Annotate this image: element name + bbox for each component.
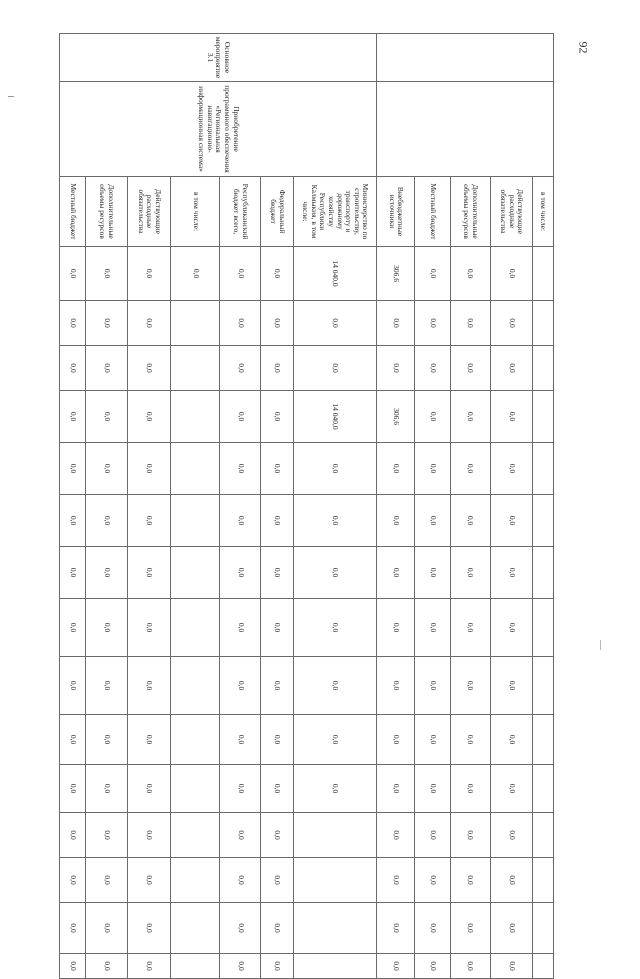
value-cell: 0,0 [261,547,293,599]
value-cell: 0,0 [127,765,170,813]
value-cell [171,903,220,954]
value-cell: 0,0 [85,657,127,715]
value-cell [532,547,553,599]
budget-table [59,33,554,979]
value-cell: 0,0 [85,954,127,979]
row-label: Действующие расходные обязательства [127,177,170,247]
value-cell: 0,0 [127,657,170,715]
row-label: Внебюджетные источники [377,177,415,247]
value-cell: 306,6 [377,247,415,301]
value-cell: 0,0 [220,599,261,657]
value-cell: 0,0 [85,443,127,495]
value-cell [171,954,220,979]
value-cell: 0,0 [377,954,415,979]
value-cell: 0,0 [60,443,86,495]
value-cell: 0,0 [490,715,532,765]
value-cell: 0,0 [127,903,170,954]
value-cell [532,495,553,547]
value-cell [532,858,553,903]
value-cell: 0,0 [414,813,450,858]
value-cell: 0,0 [293,765,376,813]
value-cell: 0,0 [377,547,415,599]
value-cell: 0,0 [127,954,170,979]
value-cell: 0,0 [220,495,261,547]
value-cell: 0,0 [490,247,532,301]
value-cell: 0,0 [85,715,127,765]
value-cell: 0,0 [127,391,170,443]
value-cell [171,346,220,391]
value-cell: 0,0 [377,599,415,657]
value-cell: 0,0 [414,599,450,657]
value-cell [171,391,220,443]
row-label: Федеральный бюджет [261,177,293,247]
value-cell: 0,0 [450,247,490,301]
value-cell: 14 040,0 [293,247,376,301]
value-cell [293,954,376,979]
program-cell [377,82,554,177]
value-cell: 0,0 [60,495,86,547]
value-cell: 0,0 [377,858,415,903]
row-label: Дополнительные объемы ресурсов [450,177,490,247]
value-cell: 0,0 [414,495,450,547]
value-cell [532,247,553,301]
value-cell [532,391,553,443]
value-cell: 0,0 [60,657,86,715]
value-cell: 0,0 [414,346,450,391]
value-cell: 0,0 [60,765,86,813]
rotated-table-container [59,33,554,971]
value-cell: 0,0 [85,858,127,903]
category-cell: Основное мероприятие 3.1 [60,34,377,82]
value-cell [532,715,553,765]
value-cell: 0,0 [293,657,376,715]
value-cell [532,301,553,346]
value-cell: 0,0 [293,443,376,495]
value-cell [171,599,220,657]
row-label: Министерство по строительству, транспорту и дорожному хозяйству Республики Калмыкия, в том числе: [293,177,376,247]
value-cell: 0,0 [293,715,376,765]
value-cell: 0,0 [450,903,490,954]
value-cell: 0,0 [490,495,532,547]
value-cell: 0,0 [60,547,86,599]
value-cell [532,346,553,391]
value-cell: 0,0 [261,346,293,391]
value-cell: 0,0 [490,903,532,954]
value-cell: 0,0 [261,813,293,858]
value-cell [171,547,220,599]
value-cell: 0,0 [414,954,450,979]
value-cell: 0,0 [261,954,293,979]
value-cell: 0,0 [171,247,220,301]
value-cell: 0,0 [414,765,450,813]
value-cell: 0,0 [490,954,532,979]
value-cell: 0,0 [220,301,261,346]
value-cell: 0,0 [127,247,170,301]
value-cell: 0,0 [85,547,127,599]
value-cell [171,495,220,547]
value-cell: 0,0 [127,715,170,765]
value-cell: 0,0 [60,599,86,657]
value-cell: 0,0 [450,657,490,715]
value-cell [293,903,376,954]
value-cell: 0,0 [450,765,490,813]
value-cell [171,715,220,765]
scan-mark [8,96,14,97]
value-cell: 0,0 [127,443,170,495]
value-cell: 0,0 [261,599,293,657]
value-cell: 0,0 [60,715,86,765]
value-cell: 0,0 [450,391,490,443]
value-cell: 14 040,0 [293,391,376,443]
value-cell [171,301,220,346]
value-cell: 0,0 [293,599,376,657]
row-label: в том числе: [171,177,220,247]
value-cell: 0,0 [60,391,86,443]
value-cell: 0,0 [60,247,86,301]
value-cell: 0,0 [85,813,127,858]
value-cell: 0,0 [377,443,415,495]
table-row [293,34,376,979]
value-cell: 0,0 [60,813,86,858]
value-cell: 0,0 [490,547,532,599]
value-cell [532,657,553,715]
value-cell: 0,0 [490,391,532,443]
value-cell: 0,0 [293,547,376,599]
value-cell: 0,0 [261,443,293,495]
value-cell: 0,0 [60,301,86,346]
value-cell: 0,0 [261,858,293,903]
value-cell: 0,0 [261,495,293,547]
value-cell: 0,0 [414,391,450,443]
value-cell: 0,0 [377,765,415,813]
row-label: в том числе: [532,177,553,247]
value-cell: 0,0 [261,765,293,813]
value-cell: 0,0 [450,599,490,657]
category-cell [377,34,554,82]
value-cell [532,954,553,979]
value-cell: 0,0 [85,301,127,346]
value-cell [532,903,553,954]
value-cell: 0,0 [220,247,261,301]
value-cell: 0,0 [490,599,532,657]
value-cell: 0,0 [261,301,293,346]
table-body [60,34,554,979]
value-cell: 0,0 [220,443,261,495]
row-label: Дополнительные объемы ресурсов [85,177,127,247]
value-cell: 0,0 [127,495,170,547]
value-cell: 0,0 [490,657,532,715]
value-cell: 0,0 [127,346,170,391]
value-cell: 0,0 [220,391,261,443]
value-cell: 0,0 [60,903,86,954]
value-cell: 306,6 [377,391,415,443]
row-label: Местный бюджет [414,177,450,247]
value-cell: 0,0 [293,495,376,547]
value-cell: 0,0 [220,715,261,765]
value-cell: 0,0 [414,301,450,346]
value-cell: 0,0 [377,346,415,391]
value-cell: 0,0 [220,657,261,715]
value-cell: 0,0 [220,813,261,858]
value-cell: 0,0 [377,657,415,715]
value-cell: 0,0 [490,443,532,495]
value-cell: 0,0 [377,495,415,547]
value-cell: 0,0 [85,247,127,301]
value-cell: 0,0 [220,954,261,979]
value-cell: 0,0 [414,247,450,301]
value-cell: 0,0 [377,813,415,858]
page-number: 92 [576,41,591,54]
value-cell: 0,0 [220,858,261,903]
value-cell: 0,0 [261,715,293,765]
value-cell: 0,0 [450,495,490,547]
value-cell [532,765,553,813]
value-cell: 0,0 [127,599,170,657]
value-cell: 0,0 [220,547,261,599]
value-cell: 0,0 [414,547,450,599]
value-cell: 0,0 [414,715,450,765]
value-cell [532,813,553,858]
value-cell: 0,0 [450,301,490,346]
value-cell: 0,0 [127,547,170,599]
value-cell [171,443,220,495]
value-cell: 0,0 [220,765,261,813]
value-cell: 0,0 [490,765,532,813]
value-cell: 0,0 [450,813,490,858]
value-cell: 0,0 [127,813,170,858]
value-cell [532,443,553,495]
value-cell: 0,0 [450,954,490,979]
value-cell: 0,0 [261,657,293,715]
row-label: Местный бюджет [60,177,86,247]
value-cell: 0,0 [85,765,127,813]
value-cell [293,858,376,903]
value-cell: 0,0 [377,715,415,765]
value-cell: 0,0 [490,301,532,346]
value-cell: 0,0 [220,346,261,391]
value-cell: 0,0 [293,301,376,346]
value-cell [293,813,376,858]
value-cell: 0,0 [490,858,532,903]
value-cell: 0,0 [261,247,293,301]
program-cell: Приобретение программного обеспечения «Региональная навигационно-информационная система» [60,82,377,177]
value-cell: 0,0 [85,346,127,391]
value-cell: 0,0 [60,858,86,903]
value-cell: 0,0 [490,813,532,858]
value-cell: 0,0 [85,391,127,443]
row-label: Республиканский бюджет всего, [220,177,261,247]
value-cell: 0,0 [414,443,450,495]
value-cell [532,599,553,657]
value-cell: 0,0 [60,346,86,391]
value-cell: 0,0 [450,715,490,765]
value-cell: 0,0 [85,599,127,657]
value-cell: 0,0 [450,858,490,903]
value-cell: 0,0 [490,346,532,391]
value-cell: 0,0 [220,903,261,954]
value-cell: 0,0 [414,657,450,715]
value-cell: 0,0 [293,346,376,391]
value-cell: 0,0 [261,903,293,954]
value-cell [171,765,220,813]
value-cell: 0,0 [377,301,415,346]
value-cell [171,858,220,903]
value-cell: 0,0 [127,858,170,903]
value-cell: 0,0 [127,301,170,346]
table-row [532,34,553,979]
value-cell: 0,0 [85,903,127,954]
value-cell: 0,0 [261,391,293,443]
value-cell: 0,0 [450,547,490,599]
value-cell: 0,0 [60,954,86,979]
value-cell: 0,0 [377,903,415,954]
value-cell: 0,0 [85,495,127,547]
value-cell: 0,0 [414,858,450,903]
value-cell: 0,0 [450,346,490,391]
row-label: Действующие расходные обязательства [490,177,532,247]
scan-mark [600,640,601,650]
value-cell [171,813,220,858]
value-cell: 0,0 [414,903,450,954]
value-cell: 0,0 [450,443,490,495]
value-cell [171,657,220,715]
